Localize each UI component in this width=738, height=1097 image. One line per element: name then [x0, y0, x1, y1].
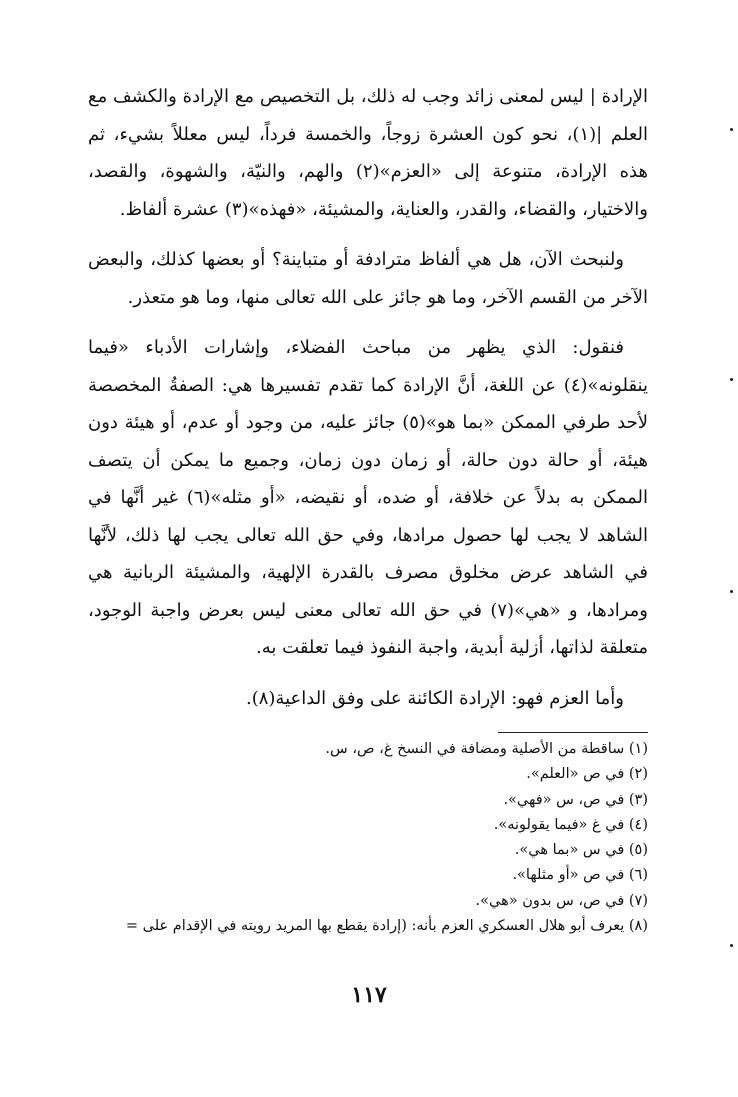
footnote-7: (٧) في ص، س بدون «هي». — [475, 892, 648, 909]
margin-mark — [730, 128, 733, 131]
footnote-5: (٥) في س «بما هي». — [514, 842, 648, 859]
footnote-divider — [498, 732, 648, 733]
margin-mark — [730, 378, 733, 381]
main-text — [88, 78, 648, 730]
paragraph-2: ولنبحث الآن، هل هي ألفاظ مترادفة أو متباينة؟ أو بعضها كذلك، والبعض الآخر من القسم الآخر، وما هو جائز على الله تعالى منها، وما هو متعذر. — [88, 249, 648, 308]
footnote-6: (٦) في ص «أو مثلها». — [512, 867, 648, 884]
margin-mark — [730, 590, 733, 593]
footnote-3: (٣) في ص، س «فهي». — [503, 791, 648, 808]
footnotes — [48, 737, 648, 939]
page-number: ١١٧ — [351, 982, 387, 1008]
footnote-8: (٨) يعرف أبو هلال العسكري العزم بأنه: (إرادة يقطع بها المريد رويته في الإقدام على = — [125, 918, 648, 935]
paragraph-3: فنقول: الذي يظهر من مباحث الفضلاء، وإشارات الأدباء «فيما ينقلونه»(٤) عن اللغة، أنَّ الإرادة كما تقدم تفسيرها هي: الصفةُ المخصصة لأحد طرفي الممكن «بما هو»(٥) جائز عليه، من وجود أو عدم، أو هيئة دون هيئة، أو حالة دون حالة، أو زمان دون زمان، وجميع ما يمكن أن يتصف الممكن به بدلاً عن خلافة، أو ضده، أو نقيضه، «أو مثله»(٦) غير أنَّها في الشاهد لا يجب لها حصول مرادها، وفي حق الله تعالى يجب لها ذلك، لأنَّها في الشاهد عرض مخلوق مصرف بالقدرة الإلهية، والمشيئة الربانية هي ومرادها، و «هي»(٧) في حق الله تعالى معنى ليس بعرض واجبة الوجود، متعلقة لذاتها، أزلية أبدية، واجبة النفوذ فيما تعلقت به. — [88, 337, 649, 658]
paragraph-1: الإرادة | ليس لمعنى زائد وجب له ذلك، بل التخصيص مع الإرادة والكشف مع العلم |(١)، نحو كون العشرة زوجاً، والخمسة فرداً، ليس معللاً بشيء، ثم هذه الإرادة، متنوعة إلى «العزم»(٢) والهم، والنيّة، والشهوة، والقصد، والاختيار، والقضاء، والقدر، والعناية، والمشيئة، «فهذه»(٣) عشرة ألفاظ. — [88, 86, 649, 220]
footnote-4: (٤) في غ «فيما يقولونه». — [493, 816, 648, 833]
footnote-1: (١) ساقطة من الأصلية ومضافة في النسخ غ، ص، س. — [325, 741, 648, 757]
margin-mark — [730, 944, 733, 947]
paragraph-4: وأما العزم فهو: الإرادة الكائنة على وفق الداعية(٨). — [245, 687, 624, 709]
footnote-2: (٢) في ص «العلم». — [526, 766, 648, 783]
